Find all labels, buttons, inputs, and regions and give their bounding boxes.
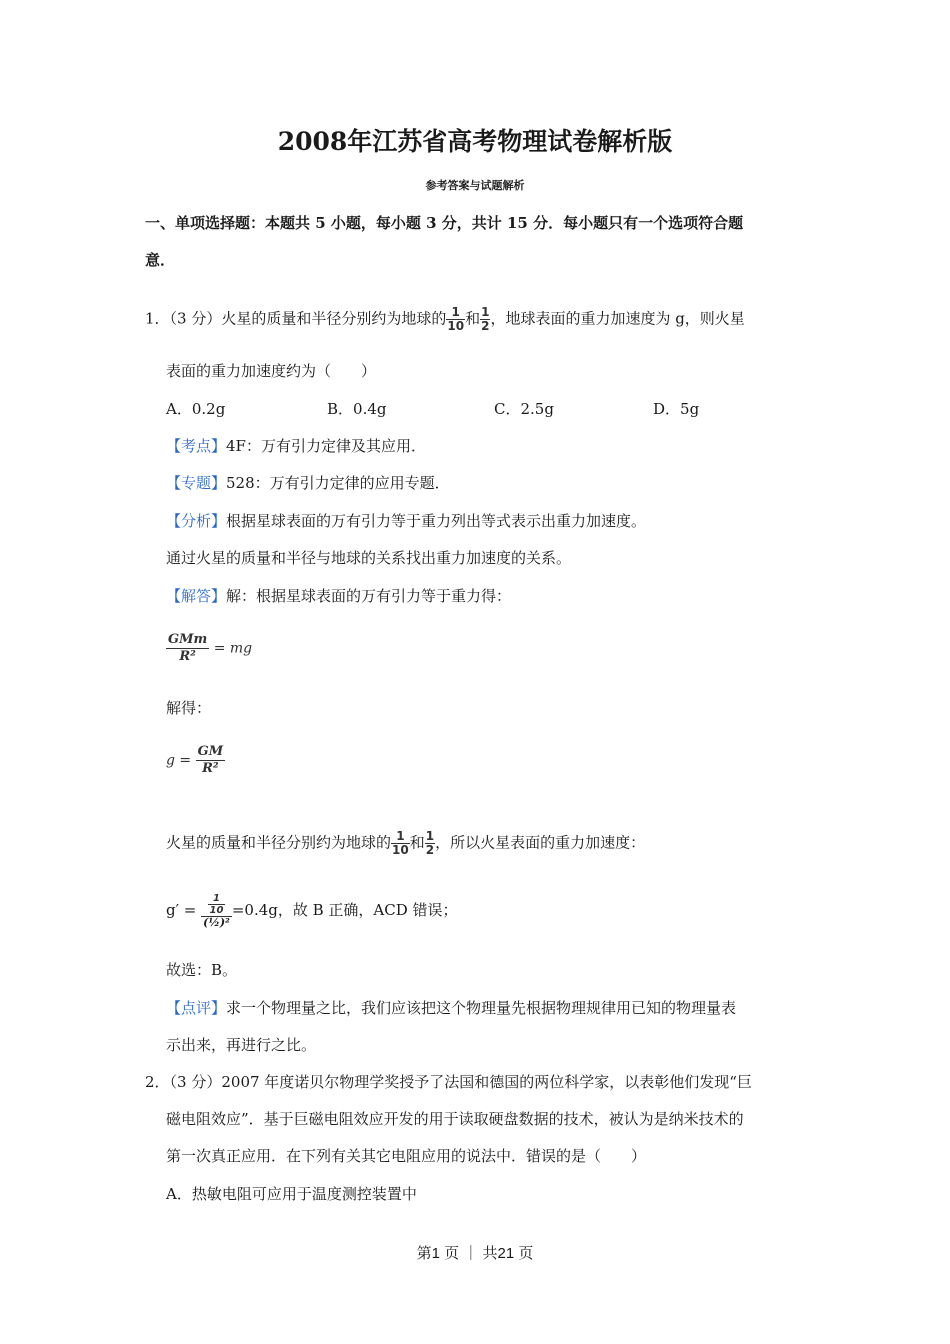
relation-fraction-mass <box>391 830 410 857</box>
fraction-denominator: 2 <box>481 319 490 333</box>
eq1-denominator: R² <box>179 649 196 664</box>
zhuanti-tag: 【专题】 <box>166 474 227 492</box>
fenxi-text: 根据星球表面的万有引力等于重力列出等式表示出重力加速度。 <box>226 512 647 530</box>
eq1-fraction <box>166 632 209 665</box>
q1-stem-prefix: 1．（3 分）火星的质量和半径分别约为地球的 <box>145 309 447 328</box>
equation-g <box>166 744 225 777</box>
fraction-denominator: 10 <box>392 843 409 857</box>
q1-stem-line2: 表面的重力加速度约为（ ） <box>166 362 377 380</box>
kaodian-tag: 【考点】 <box>166 437 227 455</box>
q1-jieda <box>166 585 511 606</box>
q1-dianping-line2: 示出来，再进行之比。 <box>166 1036 317 1054</box>
q1-option-d: D．5g <box>653 400 700 418</box>
page-title: 2008年江苏省高考物理试卷解析版 <box>277 127 673 156</box>
page-footer: 第1 页 ｜ 共21 页 <box>416 1245 534 1262</box>
q1-zhuanti <box>166 472 450 493</box>
q1-fenxi-line2: 通过火星的质量和半径与地球的关系找出重力加速度的关系。 <box>166 549 572 567</box>
section-heading-line1: 一、单项选择题：本题共 5 小题，每小题 3 分，共计 15 分．每小题只有一个选项符合题 <box>145 214 744 232</box>
q1-relation-line <box>166 830 645 857</box>
q1-dianping <box>166 997 736 1018</box>
equation-g-prime <box>166 893 458 929</box>
q1-fraction-mass <box>446 306 465 333</box>
gp-fraction <box>201 893 232 929</box>
q1-stem-line1 <box>145 306 745 333</box>
fraction-denominator: 2 <box>425 843 435 857</box>
relation-and: 和 <box>409 833 425 852</box>
fraction-numerator: 1 <box>208 893 226 905</box>
q1-fraction-radius <box>480 306 490 333</box>
eq2-lhs: g = <box>166 752 192 769</box>
eq2-denominator: R² <box>202 761 219 776</box>
eq1-rhs: = mg <box>213 640 253 657</box>
q1-jiede: 解得： <box>166 699 212 717</box>
q1-option-a: A．0.2g <box>166 400 226 418</box>
page-subtitle: 参考答案与试题解析 <box>425 179 525 192</box>
fraction-numerator: 1 <box>446 306 465 320</box>
q1-fenxi <box>166 510 646 531</box>
q1-stem-and: 和 <box>465 309 481 328</box>
gp-bottom: (½)² <box>203 916 230 929</box>
q1-option-b: B．0.4g <box>327 400 387 418</box>
jieda-text: 解：根据星球表面的万有引力等于重力得： <box>226 587 512 605</box>
q1-answer: 故选：B。 <box>166 961 238 979</box>
fraction-numerator: 1 <box>481 305 490 319</box>
gp-top <box>201 893 232 917</box>
q2-stem-line2: 磁电阻效应”．基于巨磁电阻效应开发的用于读取硬盘数据的技术，被认为是纳米技术的 <box>166 1110 744 1128</box>
fraction-denominator: 10 <box>447 319 465 333</box>
q1-stem-suffix: ，地球表面的重力加速度为 g，则火星 <box>490 309 745 328</box>
fraction-numerator: 1 <box>425 829 435 843</box>
q2-stem-line3: 第一次真正应用．在下列有关其它电阻应用的说法中．错误的是（ ） <box>166 1147 647 1165</box>
gp-rhs: =0.4g，故 B 正确，ACD 错误； <box>231 901 458 919</box>
zhuanti-text: 528：万有引力定律的应用专题． <box>226 474 450 492</box>
gp-lhs: g′ = <box>166 901 197 919</box>
kaodian-text: 4F：万有引力定律及其应用． <box>226 437 426 455</box>
dianping-tag: 【点评】 <box>166 999 227 1017</box>
relation-suffix: ，所以火星表面的重力加速度： <box>435 833 646 852</box>
q1-option-c: C．2.5g <box>494 400 554 418</box>
relation-fraction-radius <box>425 830 435 857</box>
eq2-fraction <box>196 744 226 777</box>
section-heading-line2: 意． <box>145 251 176 269</box>
q1-kaodian <box>166 435 426 456</box>
dianping-text: 求一个物理量之比，我们应该把这个物理量先根据物理规律用已知的物理量表 <box>226 999 737 1017</box>
relation-prefix: 火星的质量和半径分别约为地球的 <box>166 833 392 852</box>
fraction-denominator: 10 <box>209 905 224 916</box>
fenxi-tag: 【分析】 <box>166 512 227 530</box>
eq1-numerator: GMm <box>168 632 208 647</box>
eq2-numerator: GM <box>197 744 224 759</box>
jieda-tag: 【解答】 <box>166 587 227 605</box>
equation-gravity-balance <box>166 632 252 665</box>
q2-stem-line1: 2．（3 分）2007 年度诺贝尔物理学奖授予了法国和德国的两位科学家，以表彰他们发现“巨 <box>145 1073 752 1091</box>
fraction-numerator: 1 <box>391 830 410 844</box>
q2-option-a: A．热敏电阻可应用于温度测控装置中 <box>166 1185 417 1203</box>
gp-top-fraction <box>208 893 226 916</box>
